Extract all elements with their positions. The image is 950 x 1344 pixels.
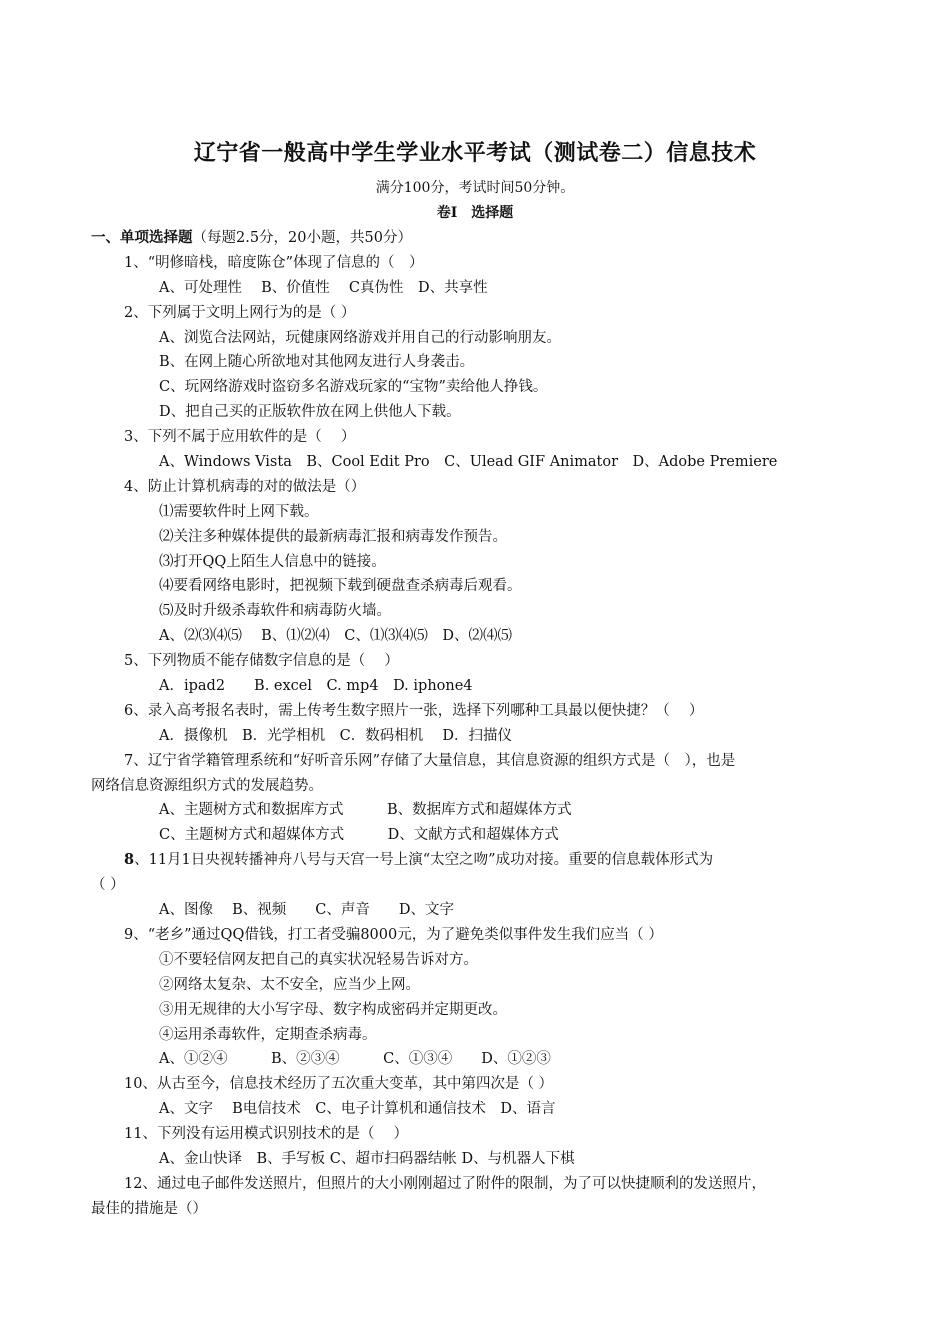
question-11-options: A、金山快译 B、手写板 C、超市扫码器结帐 D、与机器人下棋 — [159, 1150, 575, 1167]
question-5: 5、下列物质不能存储数字信息的是（ ） — [124, 653, 399, 670]
question-11: 11、下列没有运用模式识别技术的是（ ） — [124, 1126, 409, 1143]
question-6: 6、录入高考报名表时，需上传考生数字照片一张，选择下列哪种工具最以便快捷？（ ） — [124, 702, 704, 719]
section-heading — [91, 226, 861, 251]
question-1-options: A、可处理性 B、价值性 C真伪性 D、共享性 — [159, 279, 488, 296]
question-4-item-1: ⑴需要软件时上网下载。 — [159, 503, 319, 520]
question-4-item-4: ⑷要看网络电影时，把视频下载到硬盘查杀病毒后观看。 — [159, 578, 522, 595]
question-list — [91, 226, 861, 1222]
question-4-item-5: ⑸及时升级杀毒软件和病毒防火墙。 — [159, 603, 391, 620]
question-12: 12、通过电子邮件发送照片，但照片的大小刚刚超过了附件的限制，为了可以快捷顺利的发送照片， — [124, 1175, 766, 1192]
question-8-continued: （ ） — [91, 877, 125, 894]
question-9-options: A、①②④ B、②③④ C、①③④ D、①②③ — [159, 1051, 551, 1068]
question-4-options: A、⑵⑶⑷⑸ B、⑴⑵⑷ C、⑴⑶⑷⑸ D、⑵⑷⑸ — [159, 628, 512, 645]
question-9-item-4: ④运用杀毒软件，定期查杀病毒。 — [159, 1026, 377, 1043]
question-9-item-2: ②网络太复杂、太不安全，应当少上网。 — [159, 976, 420, 993]
question-3-options: A、Windows Vista B、Cool Edit Pro C、Ulead GIF Animator D、Adobe Premiere — [159, 454, 778, 471]
section-note: （每题2.5分，20小题，共50分） — [192, 230, 412, 246]
question-10-options: A、文字 B电信技术 C、电子计算机和通信技术 D、语言 — [159, 1101, 556, 1118]
question-9-item-1: ①不要轻信网友把自己的真实状况轻易告诉对方。 — [159, 951, 478, 968]
question-4-item-2: ⑵关注多种媒体提供的最新病毒汇报和病毒发作预告。 — [159, 528, 507, 545]
question-2-option-b: B、在网上随心所欲地对其他网友进行人身袭击。 — [159, 354, 475, 371]
question-1: 1、“明修暗栈，暗度陈仓”体现了信息的（ ） — [124, 254, 424, 271]
question-9-item-3: ③用无规律的大小写字母、数字构成密码并定期更改。 — [159, 1001, 507, 1018]
question-7-options-cd: C、主题树方式和超媒体方式 D、文献方式和超媒体方式 — [159, 827, 559, 844]
question-6-options: A．摄像机 B．光学相机 C．数码相机 D．扫描仪 — [159, 727, 512, 744]
question-10: 10、从古至今，信息技术经历了五次重大变革，其中第四次是（ ） — [124, 1076, 554, 1093]
question-12-continued: 最佳的措施是（） — [91, 1200, 207, 1217]
page-title: 辽宁省一般高中学生学业水平考试（测试卷二）信息技术 — [193, 141, 757, 166]
question-8 — [91, 848, 861, 873]
question-2-option-a: A、浏览合法网站，玩健康网络游戏并用自己的行动影响朋友。 — [159, 329, 561, 346]
exam-subtitle: 满分100分，考试时间50分钟。 — [375, 180, 575, 196]
question-9: 9、“老乡”通过QQ借钱，打工者受骗8000元，为了避免类似事件发生我们应当（ ） — [124, 926, 663, 943]
section-heading-label: 一、单项选择题 — [91, 229, 193, 246]
question-2-option-d: D、把自己买的正版软件放在网上供他人下载。 — [159, 404, 461, 421]
question-2-option-c: C、玩网络游戏时盗窃多名游戏玩家的“宝物”卖给他人挣钱。 — [159, 379, 548, 396]
question-2: 2、下列属于文明上网行为的是（ ） — [124, 304, 356, 321]
question-8-text: 、11月1日央视转播神舟八号与天宫一号上演“太空之吻”成功对接。重要的信息载体形式为 — [134, 852, 714, 869]
question-3: 3、下列不属于应用软件的是（ ） — [124, 429, 356, 446]
question-4-item-3: ⑶打开QQ上陌生人信息中的链接。 — [159, 553, 386, 570]
question-7-continued: 网络信息资源组织方式的发展趋势。 — [91, 777, 323, 794]
question-5-options: A．ipad2 B. excel C. mp4 D. iphone4 — [159, 678, 473, 695]
question-8-options: A、图像 B、视频 C、声音 D、文字 — [159, 902, 454, 919]
question-7-options-ab: A、主题树方式和数据库方式 B、数据库方式和超媒体方式 — [159, 802, 572, 819]
question-8-number: 8 — [124, 851, 135, 869]
question-4: 4、防止计算机病毒的对的做法是（） — [124, 478, 366, 495]
part-title: 卷Ⅰ 选择题 — [436, 205, 514, 221]
question-7: 7、辽宁省学籍管理系统和“好听音乐网”存储了大量信息，其信息资源的组织方式是（ ），也是 — [124, 752, 736, 769]
